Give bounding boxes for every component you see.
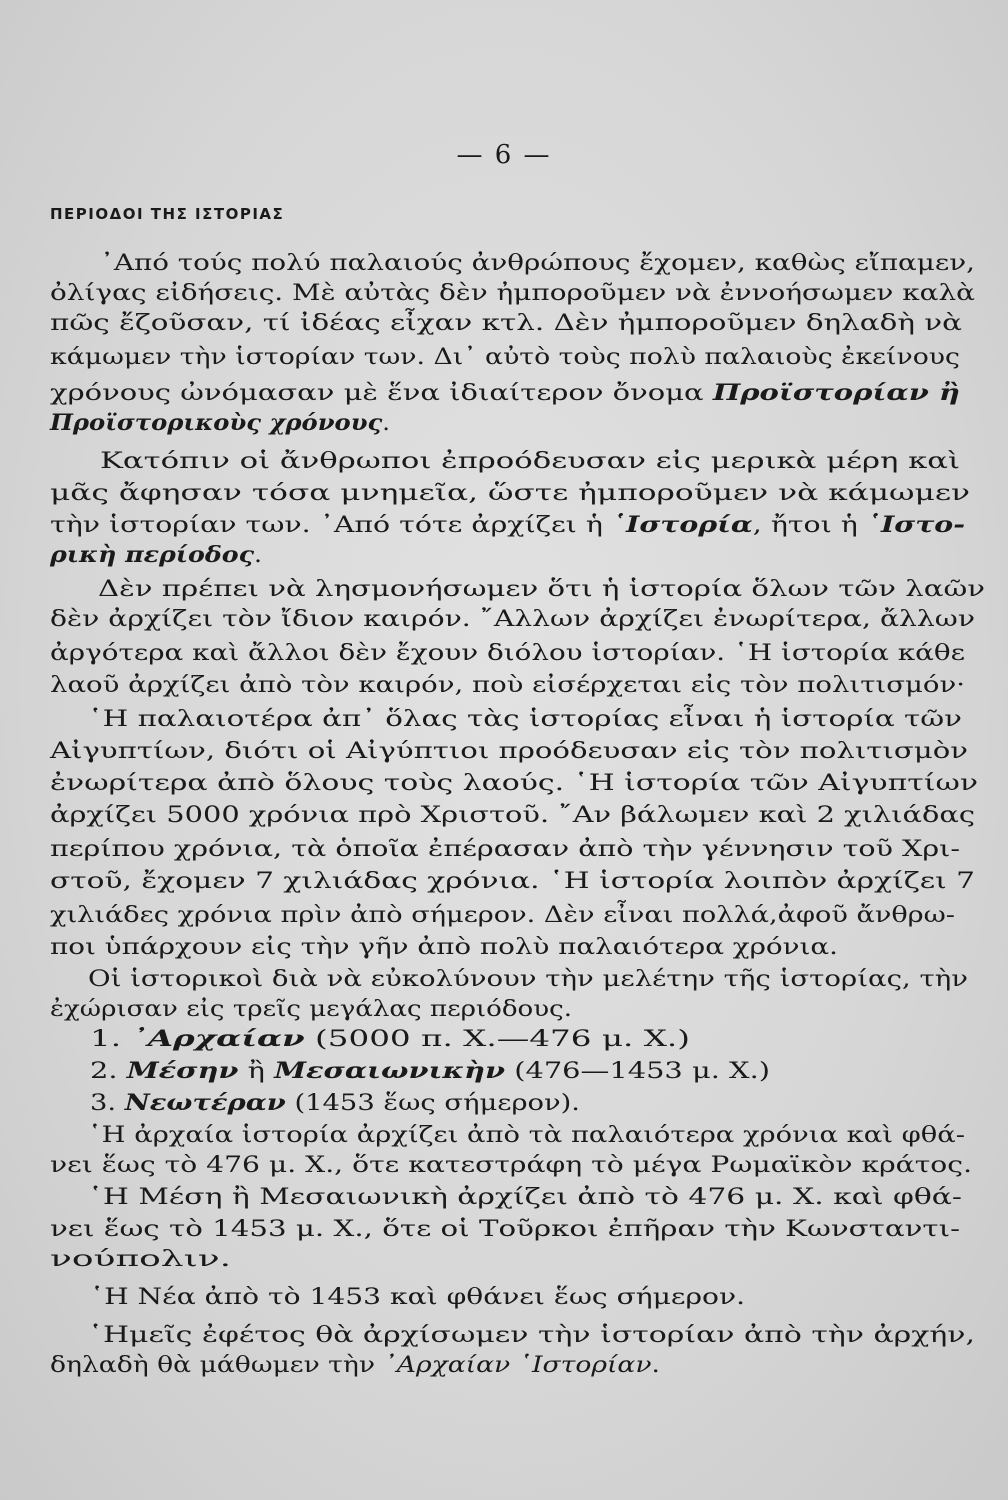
- emphasized-term: ᾿Αρχαίαν: [131, 1026, 305, 1052]
- emphasized-term: ῾Ιστορία: [611, 512, 753, 538]
- text-run: 3.: [90, 1090, 125, 1116]
- text-run: 2.: [90, 1058, 127, 1084]
- text-line: [0, 1350, 1008, 1380]
- text-line: [0, 1182, 1008, 1212]
- text-run: .: [651, 1352, 661, 1378]
- page-number: — 6 —: [456, 140, 552, 170]
- text-run: ἢ: [238, 1058, 275, 1084]
- text-run: κάμωμεν τὴν ἱστορίαν των. Δι᾿ αὐτὸ τοὺς πολὺ παλαιοὺς ἐκείνους: [50, 344, 960, 370]
- text-run: ἀργότερα καὶ ἄλλοι δὲν ἔχουν διόλου ἱστορίαν. ῾Η ἱστορία κάθε: [50, 640, 966, 666]
- text-run: ῾Η Μέση ἢ Μεσαιωνικὴ ἀρχίζει ἀπὸ τὸ 476 μ. Χ. καὶ φθά-: [88, 1184, 963, 1210]
- text-run: ῾Η Νέα ἀπὸ τὸ 1453 καὶ φθάνει ἕως σήμερον.: [90, 1284, 746, 1310]
- text-line: [0, 604, 1008, 634]
- text-line: [0, 670, 1008, 700]
- text-line: [0, 994, 1008, 1024]
- text-line: [0, 248, 1008, 278]
- text-line: [0, 800, 1008, 830]
- text-line: [0, 408, 1008, 438]
- text-line: [0, 866, 1008, 896]
- text-run: (5000 π. Χ.—476 μ. Χ.): [304, 1026, 691, 1052]
- text-line: [0, 768, 1008, 798]
- text-line: [0, 1244, 1008, 1274]
- text-line: [0, 510, 1008, 540]
- emphasized-term: ρικὴ περίοδος: [50, 542, 254, 568]
- text-run: ᾿Από τούς πολύ παλαιούς ἀνθρώπους ἔχομεν, καθὼς εἴπαμεν,: [100, 250, 975, 276]
- text-line: [0, 1120, 1008, 1150]
- text-run: λαοῦ ἀρχίζει ἀπὸ τὸν καιρόν, ποὺ εἰσέρχεται εἰς τὸν πολιτισμόν·: [50, 672, 965, 698]
- text-run: Οἱ ἱστορικοὶ διὰ νὰ εὐκολύνουν τὴν μελέτην τῆς ἱστορίας, τὴν: [88, 966, 969, 992]
- text-line: [0, 1056, 1008, 1086]
- text-run: .: [253, 542, 262, 568]
- text-run: χρόνους ὠνόμασαν μὲ ἕνα ἰδιαίτερον ὄνομα: [50, 380, 713, 406]
- text-line: [0, 1320, 1008, 1350]
- text-line: [0, 638, 1008, 668]
- text-run: στοῦ, ἔχομεν 7 χιλιάδας χρόνια. ῾Η ἱστορία λοιπὸν ἀρχίζει 7: [50, 868, 976, 894]
- emphasized-term: Νεωτέραν: [124, 1090, 286, 1116]
- text-run: τὴν ἱστορίαν των. ᾿Από τότε ἀρχίζει ἡ: [50, 512, 612, 538]
- text-run: ἐχώρισαν εἰς τρεῖς μεγάλας περιόδους.: [50, 996, 573, 1022]
- text-run: , ἤτοι ἡ: [752, 512, 867, 538]
- text-line: [0, 834, 1008, 864]
- text-run: (476—1453 μ. Χ.): [505, 1058, 771, 1084]
- text-run: περίπου χρόνια, τὰ ὁποῖα ἐπέρασαν ἀπὸ τὴν γέννησιν τοῦ Χρι-: [50, 836, 961, 862]
- text-run: δηλαδὴ θὰ μάθωμεν τὴν: [50, 1352, 384, 1378]
- text-run: 1.: [90, 1026, 132, 1052]
- text-line: [0, 478, 1008, 508]
- text-line: [0, 278, 1008, 308]
- text-run: δὲν ἀρχίζει τὸν ἴδιον καιρόν. ῎Αλλων ἀρχίζει ἐνωρίτερα, ἄλλων: [50, 606, 976, 632]
- text-line: [0, 736, 1008, 766]
- text-line: [0, 540, 1008, 570]
- text-run: Δὲν πρέπει νὰ λησμονήσωμεν ὅτι ἡ ἱστορία ὅλων τῶν λαῶν: [98, 576, 986, 602]
- text-run: ὀλίγας εἰδήσεις. Μὲ αὐτὰς δὲν ἠμποροῦμεν νὰ ἐννοήσωμεν καλὰ: [50, 280, 975, 306]
- text-line: [0, 1282, 1008, 1312]
- text-run: ῾Η ἀρχαία ἱστορία ἀρχίζει ἀπὸ τὰ παλαιότερα χρόνια καὶ φθά-: [88, 1122, 965, 1148]
- text-run: ῾Ημεῖς ἐφέτος θὰ ἀρχίσωμεν τὴν ἱστορίαν ἀπὸ τὴν ἀρχήν,: [88, 1322, 975, 1348]
- text-line: [0, 964, 1008, 994]
- text-run: πῶς ἔζοῦσαν, τί ἰδέας εἶχαν κτλ. Δὲν ἠμποροῦμεν δηλαδὴ νὰ: [50, 310, 962, 336]
- text-run: .: [382, 410, 391, 436]
- text-line: [0, 932, 1008, 962]
- text-run: μᾶς ἄφησαν τόσα μνημεῖα, ὥστε ἠμποροῦμεν νὰ κάμωμεν: [50, 480, 971, 506]
- emphasized-term: Μέσην: [126, 1058, 239, 1084]
- text-line: [0, 1088, 1008, 1118]
- text-run: Κατόπιν οἱ ἄνθρωποι ἐπροόδευσαν εἰς μερικὰ μέρη καὶ: [100, 448, 961, 474]
- section-heading: ΠΕΡΙΟΔΟΙ ΤΗΣ ΙΣΤΟΡΙΑΣ: [50, 205, 285, 223]
- text-line: [0, 900, 1008, 930]
- text-line: [0, 378, 1008, 408]
- text-run: χιλιάδες χρόνια πρὶν ἀπὸ σήμερον. Δὲν εἶναι πολλά,ἀφοῦ ἄνθρω-: [50, 902, 955, 928]
- text-line: [0, 704, 1008, 734]
- emphasized-term: Προϊστορίαν ἢ: [712, 380, 961, 406]
- text-line: [0, 308, 1008, 338]
- text-line: [0, 574, 1008, 604]
- emphasized-term: Μεσαιωνικὴν: [274, 1058, 506, 1084]
- text-line: [0, 1024, 1008, 1054]
- text-run: νει ἕως τὸ 1453 μ. Χ., ὅτε οἱ Τοῦρκοι ἐπῆραν τὴν Κωνσταντι-: [50, 1216, 960, 1242]
- text-run: ἀρχίζει 5000 χρόνια πρὸ Χριστοῦ. ῎Αν βάλωμεν καὶ 2 χιλιάδας: [50, 802, 975, 828]
- text-line: [0, 1150, 1008, 1180]
- emphasized-term: Προϊστορικοὺς χρόνους: [50, 410, 383, 436]
- text-run: νούπολιν.: [50, 1246, 232, 1272]
- text-run: ῾Η παλαιοτέρα ἀπ᾿ ὅλας τὰς ἱστορίας εἶναι ἡ ἱστορία τῶν: [88, 706, 963, 732]
- text-run: (1453 ἕως σήμερον).: [285, 1090, 581, 1116]
- text-run: ἐνωρίτερα ἀπὸ ὅλους τοὺς λαούς. ῾Η ἱστορία τῶν Αἰγυπτίων: [50, 770, 979, 796]
- text-run: Αἰγυπτίων, διότι οἱ Αἰγύπτιοι προόδευσαν εἰς τὸν πολιτισμὸν: [50, 738, 968, 764]
- emphasized-term: ῾Ιστο-: [866, 512, 966, 538]
- text-line: [0, 1214, 1008, 1244]
- text-line: [0, 446, 1008, 476]
- italic-term: ᾿Αρχαίαν ῾Ιστορίαν: [383, 1352, 652, 1378]
- text-run: ποι ὑπάρχουν εἰς τὴν γῆν ἀπὸ πολὺ παλαιότερα χρόνια.: [50, 934, 839, 960]
- text-line: [0, 342, 1008, 372]
- text-run: νει ἕως τὸ 476 μ. Χ., ὅτε κατεστράφη τὸ μέγα Ρωμαϊκὸν κράτος.: [50, 1152, 973, 1178]
